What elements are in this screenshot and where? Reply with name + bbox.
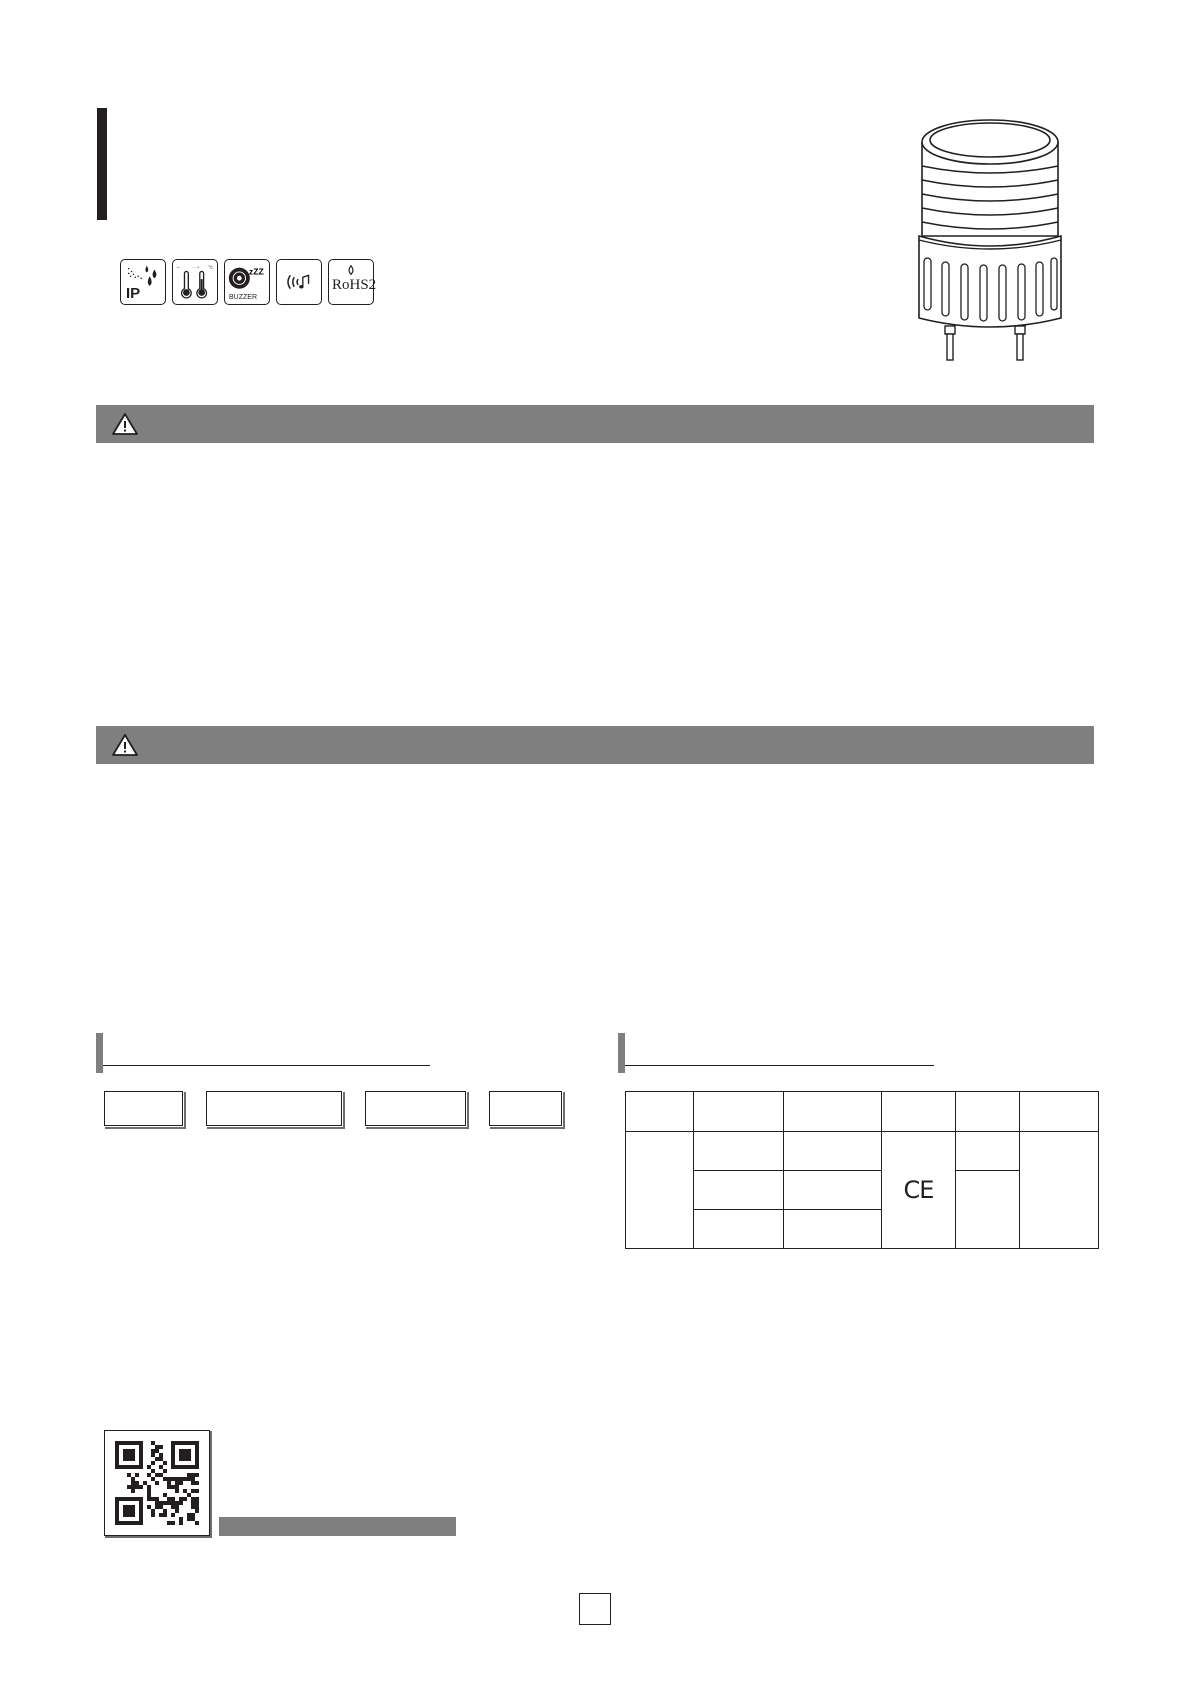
rohs-icon [328, 259, 377, 305]
sound-icon [276, 259, 322, 305]
table-header-cell [882, 1092, 956, 1132]
section-heading-specifications [618, 1033, 934, 1073]
svg-text:–: – [176, 265, 180, 271]
table-header-cell [1020, 1092, 1099, 1132]
table-cell [784, 1171, 882, 1210]
order-code-box-2 [206, 1091, 342, 1126]
table-row [626, 1132, 1099, 1171]
warning-bar-1 [96, 405, 1094, 443]
title-accent-bar [97, 108, 107, 220]
order-code-box-3 [365, 1091, 466, 1126]
table-header-row [626, 1092, 1099, 1132]
warning-triangle-icon [111, 733, 139, 757]
section-heading-ordering [96, 1033, 430, 1073]
buzzer-label: BUZZER [229, 294, 257, 301]
rohs-label: RoHS2 [332, 277, 377, 293]
table-cell [784, 1132, 882, 1171]
table-header-cell [694, 1092, 784, 1132]
table-cell [956, 1132, 1020, 1171]
warning-triangle-icon [111, 412, 139, 436]
svg-text:°c: °c [208, 265, 213, 271]
warning-bar-2 [96, 726, 1094, 764]
svg-text:··· +: ··· + [192, 265, 200, 270]
ip-rating-label: IP [126, 285, 141, 302]
ce-mark: CE [903, 1176, 934, 1204]
ip-rating-icon [120, 259, 166, 305]
table-header-cell [626, 1092, 694, 1132]
qr-caption-bar [219, 1517, 456, 1536]
table-cell [694, 1210, 784, 1249]
table-cell [1020, 1132, 1099, 1249]
table-cell [784, 1210, 882, 1249]
table-cell [694, 1132, 784, 1171]
buzzer-icon [224, 259, 270, 305]
page-number-box [579, 1593, 611, 1625]
temperature-range-icon [172, 259, 218, 305]
qr-code[interactable] [104, 1430, 210, 1536]
table-cell [956, 1171, 1020, 1249]
svg-text:zZZ: zZZ [248, 266, 264, 277]
table-cell [626, 1132, 694, 1249]
feature-icons [120, 259, 377, 305]
product-illustration [910, 118, 1068, 366]
table-header-cell [784, 1092, 882, 1132]
order-code-box-4 [489, 1091, 562, 1126]
order-code-box-1 [104, 1091, 183, 1126]
table-header-cell [956, 1092, 1020, 1132]
table-cell [694, 1171, 784, 1210]
ce-mark-cell [882, 1132, 956, 1249]
specification-table [625, 1091, 1099, 1249]
qr-code-pattern [115, 1441, 199, 1525]
